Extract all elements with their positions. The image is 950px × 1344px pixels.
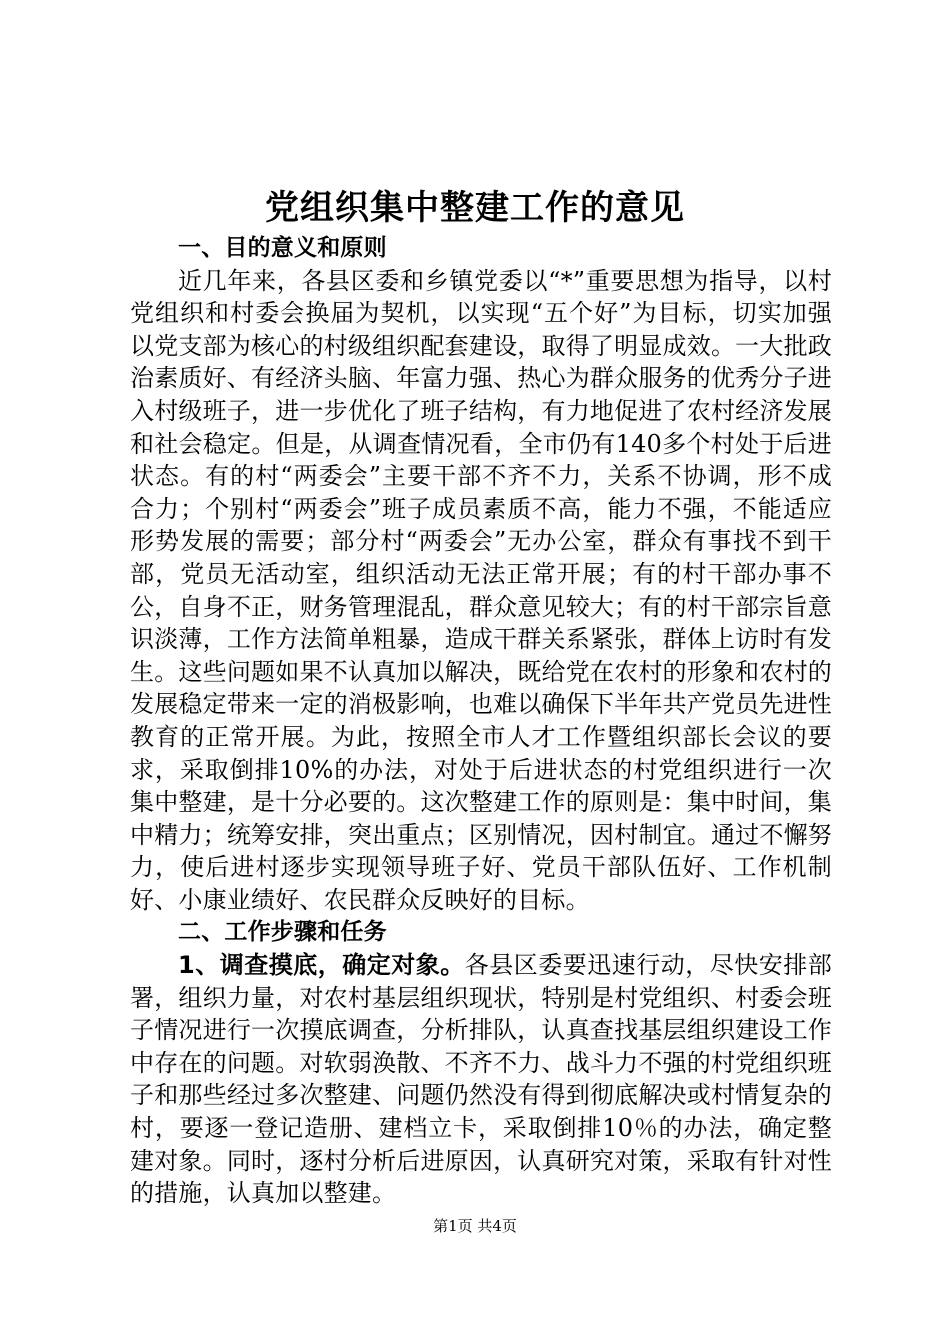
section-2-item-1 xyxy=(130,949,832,1210)
document-body xyxy=(130,232,832,1210)
item-1-text: 各县区委要迅速行动，尽快安排部署，组织力量，对农村基层组织现状，特别是村党组织、村委会班子情况进行一次摸底调查，分析排队，认真查找基层组织建设工作中存在的问题。对软弱涣散、不齐不力、战斗力不强的村党组织班子和那些经过多次整建、问题仍然没有得到彻底解决或村情复杂的村，要逐一登记造册、建档立卡，采取倒排10％的办法，确定整建对象。同时，逐村分析后进原因，认真研究对策，采取有针对性的措施，认真加以整建。 xyxy=(130,951,832,1208)
document-title: 党组织集中整建工作的意见 xyxy=(265,188,685,228)
section-1-paragraph: 近几年来，各县区委和乡镇党委以“*”重要思想为指导，以村党组织和村委会换届为契机，以实现“五个好”为目标，切实加强以党支部为核心的村级组织配套建设，取得了明显成效。一大批政治素质好、有经济头脑、年富力强、热心为群众服务的优秀分子进入村级班子，进一步优化了班子结构，有力地促进了农村经济发展和社会稳定。但是，从调查情况看，全市仍有140多个村处于后进状态。有的村“两委会”主要干部不齐不力，关系不协调，形不成合力；个别村“两委会”班子成员素质不高，能力不强，不能适应形势发展的需要；部分村“两委会”无办公室，群众有事找不到干部，党员无活动室，组织活动无法正常开展；有的村干部办事不公，自身不正，财务管理混乱，群众意见较大；有的村干部宗旨意识淡薄，工作方法简单粗暴，造成干群关系紧张，群体上访时有发生。这些问题如果不认真加以解决，既给党在农村的形象和农村的发展稳定带来一定的消极影响，也难以确保下半年共产党员先进性教育的正常开展。为此，按照全市人才工作暨组织部长会议的要求，采取倒排10%的办法，对处于后进状态的村党组织进行一次集中整建，是十分必要的。这次整建工作的原则是：集中时间，集中精力；统筹安排，突出重点；区别情况，因村制宜。通过不懈努力，使后进村逐步实现领导班子好、党员干部队伍好、工作机制好、小康业绩好、农民群众反映好的目标。 xyxy=(130,266,832,914)
item-1-lead: 1、调查摸底，确定对象。 xyxy=(178,951,465,980)
section-heading-2: 二、工作步骤和任务 xyxy=(178,919,387,946)
page-footer: 第1页 共4页 xyxy=(433,1217,517,1235)
section-heading-1: 一、目的意义和原则 xyxy=(178,235,387,261)
